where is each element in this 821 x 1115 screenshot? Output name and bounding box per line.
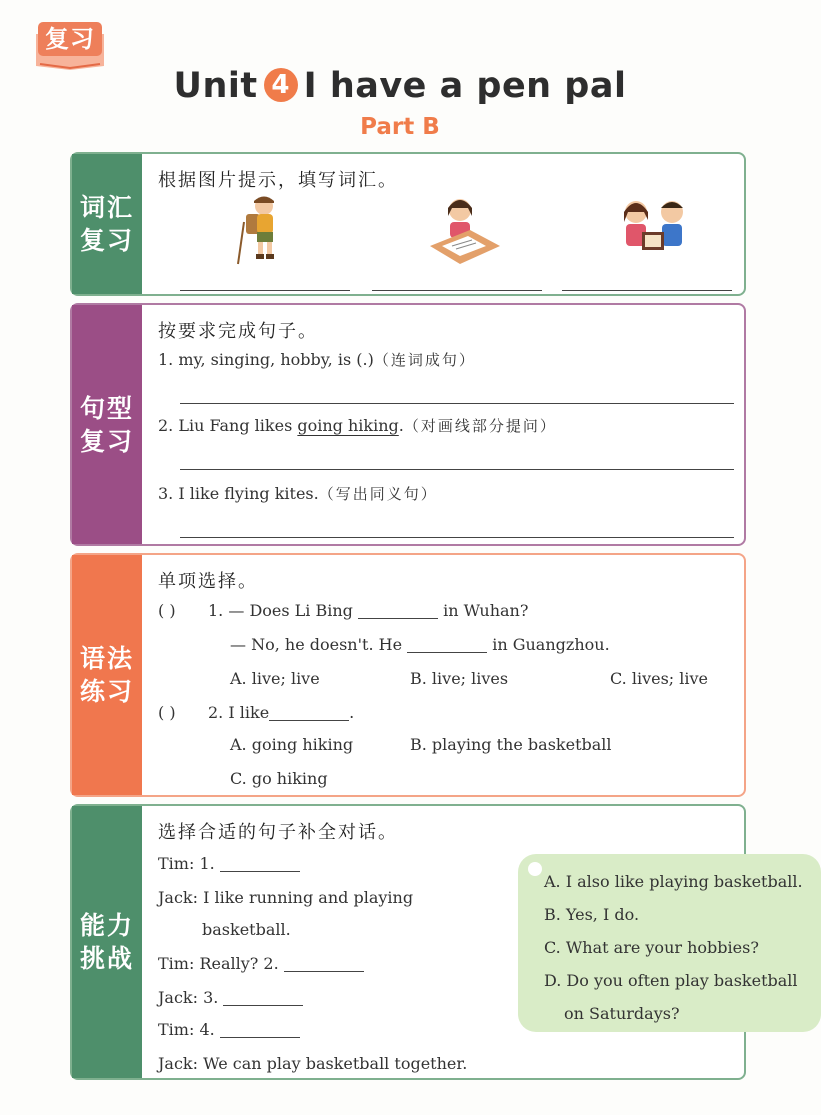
option-a: A. I also like playing basketball. (544, 872, 803, 891)
options-box (518, 854, 821, 1032)
dialogue-line-5-text: Tim: 4. (158, 1020, 220, 1039)
grammar-q1-paren[interactable]: ( ) (158, 601, 176, 620)
grammar-q2-option-a: A. going hiking (230, 735, 354, 754)
dialogue-line-6: Jack: We can play basketball together. (158, 1054, 468, 1073)
grammar-q2-option-c: C. go hiking (230, 769, 328, 788)
sentence-q1-answer-line[interactable] (180, 403, 734, 404)
sentence-q1-text: 1. my, singing, hobby, is (.) (158, 350, 374, 369)
grammar-q2-blank[interactable] (269, 706, 349, 721)
dialogue-line-3 (158, 954, 364, 973)
dialogue-line-4-text: Jack: 3. (158, 988, 224, 1007)
challenge-section (70, 804, 803, 1080)
sentence-side-label: 句型复习 (79, 393, 134, 456)
grammar-q1-line2-post: in Guangzhou. (487, 635, 610, 654)
grammar-q2-post: . (349, 703, 355, 722)
option-d: D. Do you often play basketball (544, 971, 798, 990)
sentence-q2-underlined: going hiking (297, 416, 399, 435)
sentence-q2 (158, 415, 557, 436)
challenge-side-label: 能力挑战 (79, 911, 134, 973)
grammar-q1-option-c: C. lives; live (610, 669, 709, 688)
sentence-q1-hint: （连词成句） (373, 351, 476, 369)
grammar-section (70, 553, 746, 797)
review-badge: 复习 (38, 22, 102, 56)
page-title (0, 66, 800, 106)
grammar-side-label: 语法练习 (79, 644, 134, 706)
grammar-q1-option-a: A. live; live (230, 669, 320, 688)
challenge-side-tab (72, 806, 142, 1078)
sentence-q3-answer-line[interactable] (180, 537, 734, 538)
sentence-q1 (158, 349, 476, 370)
grammar-q1-blank[interactable] (358, 604, 438, 619)
grammar-q1-option-b: B. live; lives (410, 669, 509, 688)
reading-girl-icon (420, 194, 504, 268)
dialogue-blank-3[interactable] (223, 991, 303, 1006)
dialogue-line-5 (158, 1020, 300, 1039)
challenge-instruction: 选择合适的句子补全对话。 (158, 822, 398, 843)
sentence-section (70, 303, 746, 546)
dialogue-blank-1[interactable] (220, 857, 300, 872)
option-b: B. Yes, I do. (544, 905, 640, 924)
vocab-section (70, 152, 746, 296)
grammar-q1-line2-pre: — No, he doesn't. He (230, 635, 408, 654)
page-subtitle: Part B (360, 114, 440, 140)
dialogue-line-1 (158, 854, 300, 873)
dialogue-blank-2[interactable] (284, 957, 364, 972)
vocab-answer-line[interactable] (372, 290, 542, 291)
grammar-q2-pre: 2. I like (208, 703, 270, 722)
sentence-q2-post: . (398, 416, 404, 435)
grammar-q1-blank[interactable] (407, 638, 487, 653)
sentence-instruction: 按要求完成句子。 (158, 321, 318, 342)
grammar-q1-line1-pre: 1. — Does Li Bing (208, 601, 358, 620)
sentence-q3-text: 3. I like flying kites. (158, 484, 319, 503)
sentence-q3-hint: （写出同义句） (318, 485, 438, 503)
title-topic: I have a pen pal (303, 66, 627, 106)
unit-number-badge: 4 (264, 68, 298, 102)
vocab-answer-line[interactable] (180, 290, 350, 291)
sentence-q3 (158, 483, 438, 504)
sentence-q2-pre: 2. Liu Fang likes (158, 416, 298, 435)
grammar-q2-paren[interactable]: ( ) (158, 703, 176, 722)
title-unit: Unit (173, 66, 258, 106)
dialogue-line-1-text: Tim: 1. (158, 854, 220, 873)
grammar-q1-line1 (208, 601, 528, 620)
dialogue-line-3-text: Tim: Really? 2. (158, 954, 284, 973)
grammar-side-tab (72, 555, 142, 795)
dialogue-line-2b: basketball. (202, 920, 291, 939)
dialogue-blank-4[interactable] (220, 1023, 300, 1038)
option-c: C. What are your hobbies? (544, 938, 759, 957)
grammar-instruction: 单项选择。 (158, 571, 258, 592)
sentence-q2-hint: （对画线部分提问） (403, 417, 557, 435)
sentence-side-tab (72, 305, 142, 544)
sentence-q2-answer-line[interactable] (180, 469, 734, 470)
dialogue-line-2: Jack: I like running and playing (158, 888, 414, 907)
option-d-continued: on Saturdays? (564, 1004, 680, 1023)
vocab-instruction: 根据图片提示，填写词汇。 (158, 170, 398, 191)
grammar-q1-line1-post: in Wuhan? (438, 601, 529, 620)
vocab-side-tab (72, 154, 142, 294)
hiker-icon (230, 192, 300, 266)
vocab-side-label: 词汇复习 (79, 193, 134, 255)
grammar-q2-option-b: B. playing the basketball (410, 735, 612, 754)
bullet-dot-icon (528, 862, 542, 876)
grammar-q2-line (208, 703, 354, 722)
kids-studying-icon (614, 194, 698, 268)
grammar-q1-line2 (230, 635, 610, 654)
dialogue-line-4 (158, 988, 303, 1007)
vocab-answer-line[interactable] (562, 290, 732, 291)
